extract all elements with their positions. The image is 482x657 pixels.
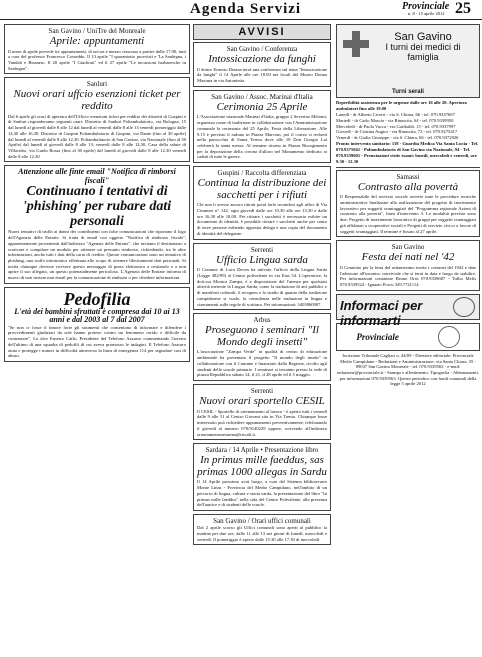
article-body: Chi non li avesse ancora ritirati potrà farlo recandosi agli uffici di Via Cimmeri n° 142, ogni giovedì dalle ore 10,30 alle ore 13,30 e dalle ore 16,30 alle 18,00. Per ritirare i sacchetti è necessario esibire un documento di identità, è possibile ritirare i sacchetti anche per conto di terze persone esibendo apposita delega e una copia del documento di identità del delegante. [197,202,327,236]
article-kicker: San Gavino / Orari uffici comunali [213,517,311,526]
article-title: In primus mille faeddus, sas primas 1000 allegas in Sardu [197,454,327,478]
section-title: Agenda Servizi [190,1,302,17]
divider [336,167,480,168]
page-number: 25 [455,0,471,17]
article-kicker: Samassi [396,172,420,181]
page-header [0,0,482,20]
turni-list [336,100,480,165]
article-unitre [4,24,190,74]
seal-icon [438,326,460,348]
article-body: Il Responsabile del servizio sociale avverte tutte le procedure tecniche amministrative finalizzate alla realizzazione del progetto di inserimento lavorativo per soggetti svantaggiati del "Programma regionale Azioni di contrasto alla povertà", linea d'intervento 3. Le modalità previste sono due: Progetto di inserimento lavorativo di gruppi per soggetti svantaggiati già affidatari a cooperative sociali e Progetti di servizio civico a favore di soggetti svantaggiati. Il termine è fissato al 27 aprile. [340,194,476,234]
article-body: Il Comune di Luca Decen ha attivato l'ufficio della Lingua Sarda (Legge 482/99) al Centro polivalente in via Eias 54. L'operatrice, la dott.ssa Monica Zampa, è a disposizione del l'utenza per qualsiasi attività inerente la Lingua Sarda, come la traduzione di atti pubblici e di manifesti culturali, il recupero e lo studio di quanto della tradizione campidanese si vuole, la consulenza nelle traduzioni in lingua e ciaeramenti sulle regole di scrittura. Per informazioni: 3403960907. [197,267,327,307]
article-title: Pedofilia [63,288,131,309]
turni-medici-banner [336,24,480,98]
article-title: Nuovi orari uffcio esenzioni ticket per reddito [13,88,181,113]
article-cerimonia [193,90,331,163]
article-title: Contrasto alla povertà [357,180,459,193]
article-title: Ufficio Lingua sarda [216,253,308,266]
turni-line1: San Gavino [394,31,452,43]
article-body: Dal 6 aprile gli orari di apertura dell'Ufficio esenzioni ticket per reddito dei distretti di Guspini e di Sanluri risponderanno seguenti orari: Distretto di Sanluri Poliambulatorio, via Bologna, 15 dal lunedì al giovedì dalle 8 alle 12 dal lunedì al venerdì dalle 8 alle 13 venerdì pomeriggio dalle 14,30 alle 16,30. Distretto di Guspini Poliambulatorio di Guspini, via Dante (fino al 30 aprile) dal lunedì al venerdì dalle 8 alle 12,30. Poliambulatorio di San Gavino, via Nazionale (fino al 30 Aprile) dal lunedì al giovedì dalle 8 alle 13; venerdì dalle 8 alle 12,30. Casa della salute di Villacidro, via Guido Rossa (fino al 30 aprile) dal lunedì al giovedì dalle 8 alle 12,30 venerdì dalle 8 alle 12,30 [8,113,186,159]
turni-footer: Pronto intervento sanitario: 118 - Guardia Medica Via Santa Lucia - Tel. 070.9375041 - Poliambulatorio di San Gavino via Nazionale, 94 - Tel. 070.9339601 - Prenotazioni visite esami: lunedì, mercoledì e venerdì, ore 9.30 - 12.30 [336,141,479,164]
article-title: Proseguono i seminari "Il Mondo degli insetti" [205,324,319,348]
turni-item: Giovedì - dr Cristina Angioi - via Rinascita, 73 - tel. 070.9275417 [336,129,458,135]
turni-item: Martedì - dr Carlo Mascia - via Rinascita, 64 - tel. 070.9339950 [336,117,454,123]
article-body: Nuovi tentativi di truffa ai danni dei contribuenti con false comunicazioni che riportano il logo dell'Agenzia delle Entrate. Si tratta di email con oggetto "Notifica di rimborso fiscale", apparentemente provenienti dall'indirizzo "Agenzia delle Entrate", che invitano il destinatario a scaricare e compilare un modulo per ottenere un presunto rimborso, richiedendo, tra le altre informazioni, anche tutti i dati della carta di credito. Queste comunicazioni sono un tentativo di phishing, una truffa informatica effettuata allo scopo di ottenere illecitamente dati personali. Si invita chiunque dovesse ricevere questo messaggio di posta elettronica a cestinarlo e a non aprire il suo allegato, un questo potenzialmente pericoloso. L'Agenzia delle Entrate informa di nuovo di non inviare mai email per la comunicazione di rimborsi o per chiedere informazioni. [8,229,186,281]
informaci-banner [336,294,480,328]
article-title: Intossicazione da funghi [208,53,316,65]
article-title: Aprile: appuntamenti [49,35,145,47]
info-logo-icon [453,297,475,317]
column-right [336,24,480,657]
article-kicker: Guspini / Raccolta differenziata [217,169,307,178]
imprint: Iscrizione Tribunale Cagliari n. 44/09 - Direttore editoriale: Provinciale Medio Campidano - Redazione e Amministrazione: via Santa Chiara, 35 - 09037 San Gavino Monreale - tel. 070.9339563 - e-mail: redazione@provinciale.it - Stampa e allestimento: Tipografia - Abbonamenti: per informazioni 070.9339563. Questo periodico con fondi comunali della legge 5 aprile 2012 [336,352,480,387]
article-kicker: Serrenti [250,387,274,396]
informaci-text: Informaci per informarti [340,297,423,328]
publisher-name: Provinciale [356,331,399,342]
turni-item: Lunedì - dr Alberto Cicerri - via S. Chiara, 66 - tel. 070.9337607 [336,111,455,117]
turni-line2: I turni dei medici di famiglia [385,42,461,62]
avvisi-banner: AVVISI [193,24,331,40]
column-left [4,24,190,657]
article-title: Cerimonia 25 Aprile [216,100,308,113]
article-title: Continuano i tentativi di 'phishing' per rubare dati personali [22,184,172,229]
article-subtitle: Attenzione alle finte email "Notifica di rimborsi fiscali" [18,167,176,185]
article-cesil [193,384,331,440]
article-libro [193,443,331,511]
medical-cross-icon [343,31,369,57]
article-subtitle: L'età dei bambini sfruttati è compresa dai 10 ai 13 anni e dal 2003 al 7 dal 2007 [14,306,180,325]
article-body: "Se non ci fosse il timore forte gli strumenti che consentono di informare e difendere i provvedimenti giudiziari da sole hanno proteso contro un fenomeno orrido e difficile da contrastare". Lo dice Ernesto Caffo, Presidente del Telefono Azzurro commentando l'arresto dell'ultimo di una squadra di pedofili di cui aveva promosso le indagini. Il Telefono Azzurro aiuta e protegge i minori in difficoltà attraverso la linea di emergenza 114 per segnalare casi di abuso. [8,324,186,359]
article-kicker: Serrenti [250,245,274,254]
turni-intro: Reperibilità assistenza per le urgenze dalle ore 16 alle 20. Apertura ambulatori fino alle 19.00 [336,100,467,111]
article-title: Continua la distribuzione dei sacchetti per i rifiuti [197,177,327,201]
article-kicker: San Gavino / UniTre del Monreale [48,27,146,35]
turni-subtitle: Turni serali [392,89,424,95]
article-poverta [336,170,480,238]
turni-item: Mercoledì - dr Paola Vacca - via Garibaldi, 15 - tel. 070.9337997 [336,123,456,129]
article-kicker: Arbus [253,316,271,325]
article-title: Festa dei nati nel '42 [361,251,455,264]
article-kicker: San Gavino / Assoc. Marinai d'Italia [211,92,313,101]
article-nati-42 [336,240,480,290]
article-body: Il Comitato per la festa del settantesimo invita i coetanei del 1942 e date l'adesione all'incontro conviviale che si terrà in data e luogo da stabilire. Per informazioni contattare Bruno Orrù 070.9339687 - Tullio Melis 070.9339524 - Ignazio Porcu 349.7721114. [340,264,476,288]
article-body: Dal 2 aprile scorso gli Uffici comunali sono aperti al pubblico la mattina per due ore, dalle 11 alle 13 nei giorni di lunedì, mercoledì e venerdì. Il pomeriggio è aperto dalle 15.30 alle 17.30 di mercoledì. [197,525,327,542]
turni-title [373,31,473,63]
article-kicker: San Gavino [391,243,425,252]
article-esenzioni [4,77,190,162]
masthead-brand: Provinciale [402,1,450,12]
article-orari-comunali [193,514,331,545]
article-body: L'Associazione nazionale Marinai d'Italia, gruppo 2 Severino Melomi, organizza come di tradizione in collaborazione con l'Amministrazione comunale la cerimonia del 25 Aprile, Festa della Liberazione. Alle 9.15 è previsto il raduno in Piazza Marconi, poi il corteo si recherà nella parrocchia di Santa Teresa dove alle 10 Don Giorgio Lai celebrerà la santa messa. Al termine ritorno in Piazza Risorgimento per la deposizione della corona d'alloro nel Monumento dedicato ai caduti di tutte le guerre. [197,114,327,160]
column-middle [193,24,331,657]
turni-item: Venerdì - dr Giulia Giuseppe - via S. Chiara, 66 - tel. 070.9372926 [336,135,459,141]
article-body: Il 14 Aprile prossimo avrà luogo, a cura del Sistema bibliotecario Monte Linas - Provincia del Medio Campidano, nell'ambito di un percorso di lingua, cultura e storia sarda, la presentazione del libro "In primus mille faeddus" nella sala del Centro Polivalente, alla presenza dell'autrice e di studenti delle scuole. [197,479,327,508]
article-kicker: San Gavino / Conferenza [226,45,298,53]
article-body: L'associazione "Zampa Verde" in qualità di centro di educazione ambientale ha presentato il progetto "Il mondo degli insetti" in collaborazione con il Comune e finanziato dalla Regione, rivolto agli studenti delle scuole primarie. I seminari si terranno presso la sede di piazza Repubblica sabato 14, il 21, il 28 aprile ed il 5 maggio. [197,349,327,378]
article-title: Nuovi orari sportello CESIL [199,395,325,408]
article-phishing [4,165,190,283]
article-body: Il mese di aprile prevede tre appuntamenti, di un'ora e mezzo ciascuno a partire dalle 17.00, tutti a cura del professor Francesco Cosseddu. Il 13 aprile "I quarantotto provvisti e 'La Sardegna, i Vandali e Bisanzio. Il 20 aprile "I Giudicati" ed il 27 aprile "Le incursioni barbaresche in Sardegna". [8,48,186,71]
article-funghi [193,42,331,87]
article-kicker: Sardara / 14 Aprile • Presentazione libro [205,446,319,455]
issue-info: n. 8 - 15 aprile 2012 [408,11,445,16]
article-body: Il dottor Ernesto Deiana terrà una conferenza sul tema "Intossicazione da funghi" il 14 Aprile alle ore 18.00 nei locali del Museo Donna Maxima in via Antonietta. [197,66,327,84]
article-sacchetti [193,166,331,240]
article-insetti [193,313,331,381]
article-body: Il CESIL - Sportello di orientamento al lavoro - è aperto tutti i venerdì dalle 9 alle 11 al Centro Giovani sito in Via Trento. Chiunque fosse interessato può richiedere appuntamenti preventivamente, telefonando il giovedì al numero 070/9140229 oppure, scrivendo all'indirizzo orientamentoemarina@tiscali.it. [197,408,327,437]
article-lingua-sarda [193,243,331,311]
article-pedofilia [4,287,190,362]
article-kicker: Sanluri [86,80,108,89]
